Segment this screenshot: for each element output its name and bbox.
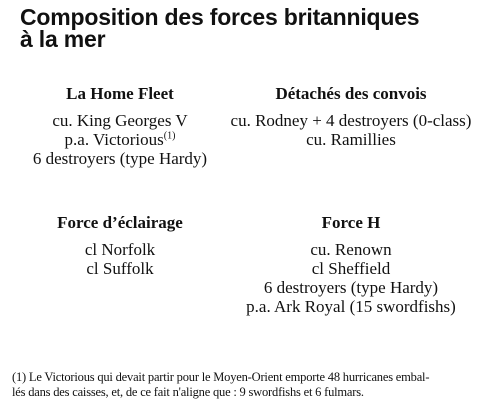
eclairage-block bbox=[20, 213, 220, 278]
page-title bbox=[20, 6, 480, 50]
footnote-reference: (1) bbox=[163, 130, 176, 142]
eclairage-line: cl Suffolk bbox=[86, 259, 154, 278]
force-h-line: cl Sheffield bbox=[311, 259, 391, 278]
force-h-block bbox=[228, 213, 474, 316]
force-h-heading: Force H bbox=[321, 213, 381, 232]
convoys-line: cu. Ramillies bbox=[306, 130, 396, 149]
footnote-line-2: lés dans des caisses, et, de ce fait n'aligne que : 9 swordfishs et 6 fulmars. bbox=[12, 385, 364, 399]
title-line-1: Composition des forces britanniques bbox=[20, 4, 420, 30]
force-h-line: p.a. Ark Royal (15 swordfishs) bbox=[246, 297, 456, 316]
footnote-line-1: (1) Le Victorious qui devait partir pour le Moyen-Orient emporte 48 hurricanes embal- bbox=[12, 370, 430, 384]
force-h-line: cu. Renown bbox=[310, 240, 392, 259]
title-line-2: à la mer bbox=[20, 26, 106, 52]
convoys-heading: Détachés des convois bbox=[275, 84, 427, 103]
home-fleet-line: cu. King Georges V bbox=[52, 111, 188, 130]
convoys-block bbox=[228, 84, 474, 149]
force-h-line: 6 destroyers (type Hardy) bbox=[263, 278, 439, 297]
home-fleet-heading: La Home Fleet bbox=[66, 84, 174, 103]
eclairage-heading: Force d’éclairage bbox=[57, 213, 183, 232]
home-fleet-line-victorious bbox=[20, 130, 220, 149]
eclairage-line: cl Norfolk bbox=[84, 240, 156, 259]
home-fleet-line: 6 destroyers (type Hardy) bbox=[32, 149, 208, 168]
home-fleet-line: p.a. Victorious bbox=[64, 130, 164, 149]
home-fleet-block bbox=[20, 84, 220, 168]
convoys-line: cu. Rodney + 4 destroyers (0-class) bbox=[230, 111, 472, 130]
footnote bbox=[12, 370, 478, 400]
